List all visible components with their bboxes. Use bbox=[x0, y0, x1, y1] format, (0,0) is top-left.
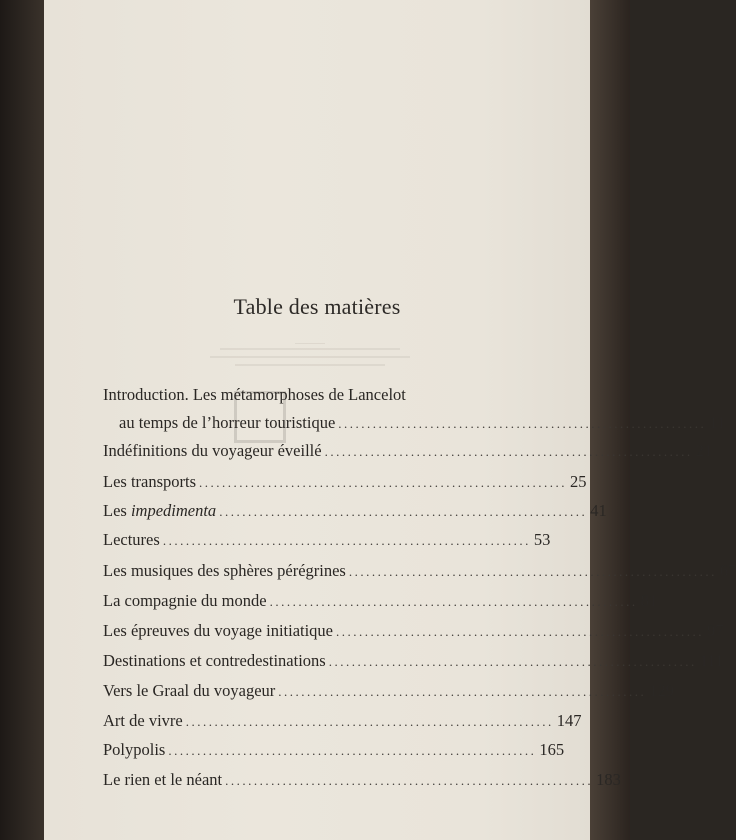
toc-entry bbox=[103, 472, 587, 492]
toc-page-number: 111 bbox=[699, 651, 724, 670]
toc-page-number: 41 bbox=[590, 501, 607, 520]
toc-entry-label: Destinations et contredestinations bbox=[103, 651, 326, 670]
toc-page-number: 25 bbox=[570, 472, 587, 491]
leader-dots: ................................................................ bbox=[185, 714, 554, 729]
toc-entry bbox=[103, 770, 621, 790]
toc-entry-continuation bbox=[119, 413, 726, 433]
toc-entry-label bbox=[103, 501, 216, 521]
leader-dots: ................................................................ bbox=[269, 594, 638, 609]
toc-entry-label: Le rien et le néant bbox=[103, 770, 223, 789]
toc-entry-label: La compagnie du monde bbox=[103, 591, 267, 610]
toc-entry-label-italic: impedimenta bbox=[130, 501, 217, 520]
toc-entry-label-prefix: Les bbox=[103, 501, 131, 520]
toc-page-number: 129 bbox=[649, 681, 675, 700]
toc-entry-label: Indéfinitions du voyageur éveillé bbox=[103, 441, 322, 460]
toc-entry bbox=[103, 711, 582, 731]
toc-entry-label: Lectures bbox=[103, 530, 160, 549]
toc-page-number: 183 bbox=[596, 770, 621, 789]
leader-dots: ................................................................ bbox=[278, 684, 647, 699]
leader-dots: ................................................................ bbox=[219, 504, 588, 519]
toc-entry-label: Les transports bbox=[103, 472, 197, 491]
toc-entry bbox=[103, 530, 551, 550]
toc-entry bbox=[103, 621, 724, 641]
toc-entry bbox=[103, 651, 724, 671]
toc-entry-label: Les musiques des sphères pérégrines bbox=[103, 561, 346, 580]
leader-dots: ................................................................ bbox=[225, 773, 594, 788]
toc-page-number: 21 bbox=[695, 441, 713, 460]
toc-entry-label: au temps de l’horreur touristique bbox=[119, 413, 336, 432]
toc-entry bbox=[103, 561, 736, 581]
page-title: Table des matières bbox=[233, 294, 401, 319]
toc-page-number: 67 bbox=[719, 561, 736, 580]
toc-entry-label: Vers le Graal du voyageur bbox=[103, 681, 276, 700]
toc-entry bbox=[103, 740, 565, 760]
leader-dots: ................................................................ bbox=[162, 533, 531, 548]
toc-page-number: 11 bbox=[709, 413, 726, 432]
leader-dots: ................................................................ bbox=[348, 564, 717, 579]
leader-dots: ................................................................ bbox=[338, 416, 707, 431]
leader-dots: ................................................................ bbox=[168, 743, 537, 758]
leader-dots: ................................................................ bbox=[324, 444, 693, 459]
toc-entry bbox=[103, 441, 713, 461]
leader-dots: ................................................................ bbox=[328, 654, 697, 669]
toc-entry-label: Polypolis bbox=[103, 740, 166, 759]
toc-entry bbox=[103, 681, 675, 701]
toc-entry bbox=[103, 501, 607, 521]
bleed-through-text bbox=[190, 332, 430, 372]
toc-entry-label: Introduction. Les métamorphoses de Lancelot bbox=[103, 385, 406, 404]
toc-entry bbox=[103, 385, 520, 405]
toc-entry-label: Art de vivre bbox=[103, 711, 183, 730]
leader-dots: ................................................................ bbox=[336, 624, 705, 639]
toc-page-number: 97 bbox=[707, 621, 724, 640]
toc-page-number: 165 bbox=[539, 740, 565, 759]
leader-dots: ................................................................ bbox=[199, 475, 568, 490]
toc-page-number: 147 bbox=[556, 711, 582, 730]
toc-entry-label: Les épreuves du voyage initiatique bbox=[103, 621, 334, 640]
toc-page-number: 53 bbox=[533, 530, 551, 549]
toc-entry bbox=[103, 591, 658, 611]
book-gutter-left bbox=[0, 0, 44, 840]
toc-page-number: 81 bbox=[640, 591, 658, 610]
